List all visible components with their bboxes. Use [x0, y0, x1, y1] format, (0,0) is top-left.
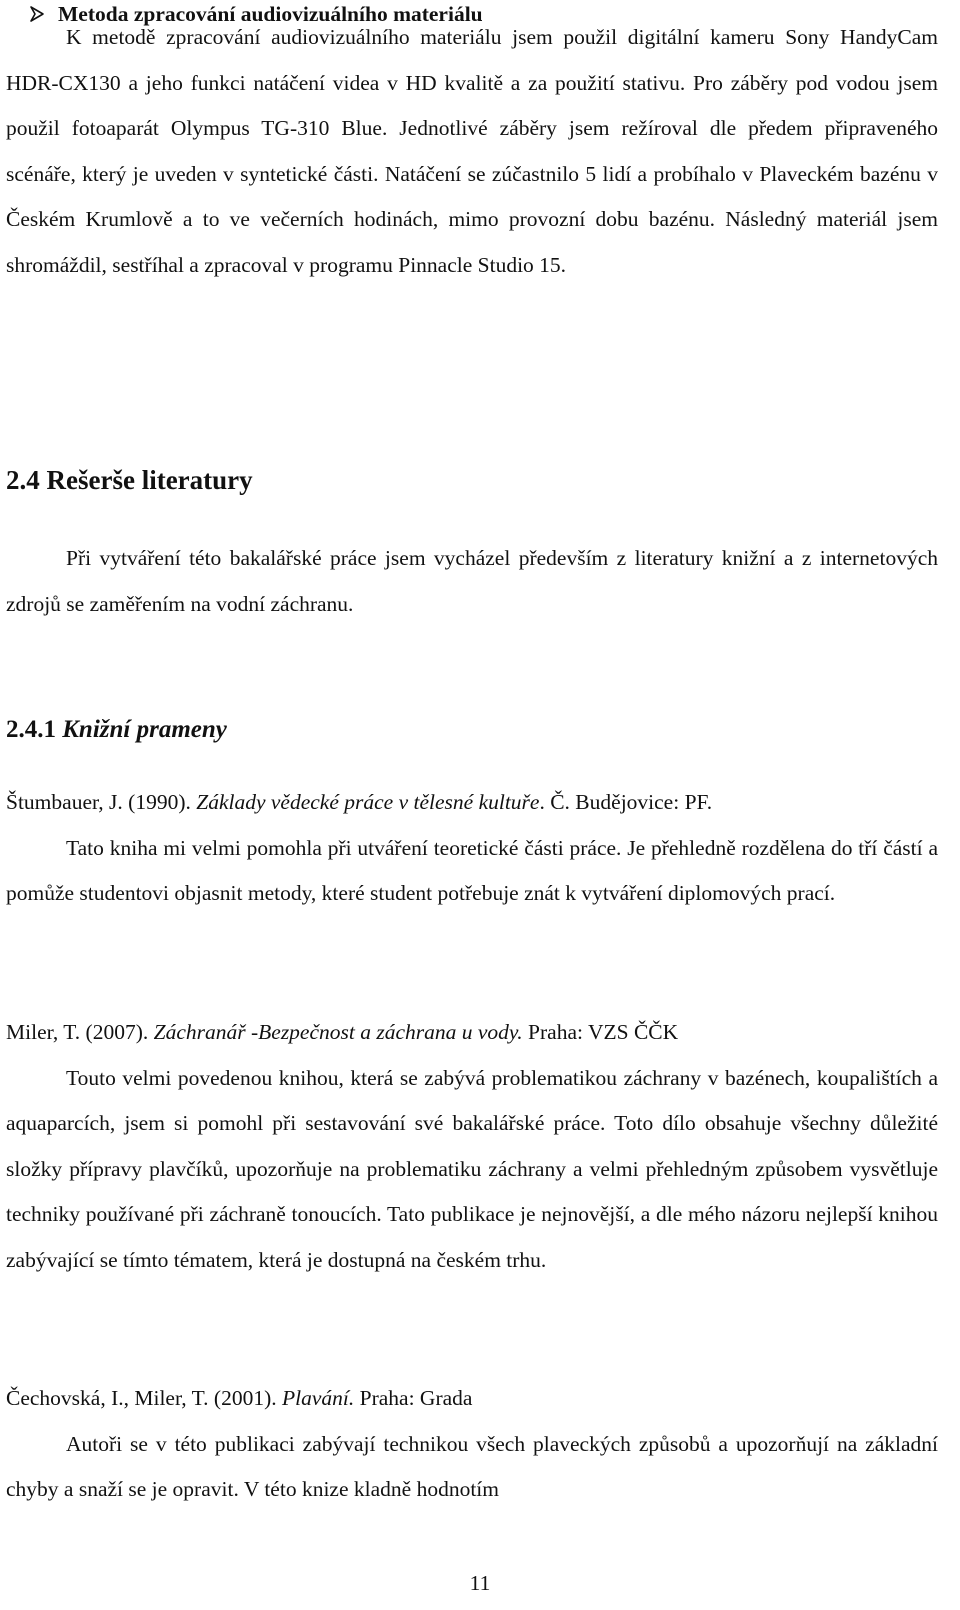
section-heading-2-4-1	[6, 710, 227, 750]
reference-annotation: Touto velmi povedenou knihou, která se zabývá problematikou záchrany v bazénech, koupalištích a aquaparcích, jsem si pomohl při sestavování své bakalářské práce. Toto dílo obsahuje všechny důležité složky přípravy plavčíků, upozorňuje na problematiku záchrany a velmi přehledným způsobem vysvětluje techniky používané při záchraně tonoucích. Tato publikace je nejnovější, a dle mého názoru nejlepší knihou zabývající se tímto tématem, která je dostupná na českém trhu.	[6, 1065, 938, 1272]
bullet-heading-text: Metoda zpracování audiovizuálního materiálu	[58, 2, 483, 26]
section-title: Knižní prameny	[62, 716, 227, 743]
literature-section	[6, 536, 938, 627]
reference-authors: Štumbauer, J. (1990).	[6, 790, 197, 814]
reference-authors: Čechovská, I., Miler, T. (2001).	[6, 1386, 282, 1410]
reference-publisher: Praha: VZS ČČK	[522, 1020, 679, 1044]
section-heading-2-4: 2.4 Rešerše literatury	[6, 465, 253, 495]
literature-paragraph: Při vytváření této bakalářské práce jsem vycházel především z literatury knižní a z internetových zdrojů se zaměřením na vodní záchranu.	[6, 546, 938, 616]
reference-citation	[6, 780, 938, 826]
reference-authors: Miler, T. (2007).	[6, 1020, 154, 1044]
section-number: 2.4.1	[6, 716, 56, 743]
reference-citation	[6, 1010, 938, 1056]
reference-publisher: Praha: Grada	[354, 1386, 473, 1410]
reference-title: Plavání.	[282, 1386, 355, 1410]
reference-3	[6, 1376, 938, 1513]
page-number: 11	[469, 1571, 491, 1595]
reference-annotation: Tato kniha mi velmi pomohla při utváření teoretické části práce. Je přehledně rozdělena do tří částí a pomůže studentovi objasnit metody, které student potřebuje znát k vytváření diplomových prací.	[6, 835, 938, 905]
method-section	[6, 15, 938, 288]
reference-annotation: Autoři se v této publikaci zabývají technikou všech plaveckých způsobů a upozorňují na základní chyby a snaží se je opravit. V této knize kladně hodnotím	[6, 1431, 938, 1501]
reference-citation	[6, 1376, 938, 1422]
reference-title: Základy vědecké práce v tělesné kultuře	[196, 790, 540, 814]
reference-title: Záchranář -Bezpečnost a záchrana u vody.	[153, 1020, 523, 1044]
reference-1	[6, 780, 938, 917]
reference-2	[6, 1010, 938, 1283]
method-paragraph: K metodě zpracování audiovizuálního materiálu jsem použil digitální kameru Sony HandyCam HDR-CX130 a jeho funkci natáčení videa v HD kvalitě a za použití stativu. Pro záběry pod vodou jsem použil fotoaparát Olympus TG-310 Blue. Jednotlivé záběry jsem režíroval dle předem připraveného scénáře, který je uveden v syntetické části. Natáčení se zúčastnilo 5 lidí a probíhalo v Plaveckém bazénu v Českém Krumlově a to ve večerních hodinách, mimo provozní dobu bazénu. Následný materiál jsem shromáždil, sestříhal a zpracoval v programu Pinnacle Studio 15.	[6, 25, 938, 277]
reference-publisher: . Č. Budějovice: PF.	[539, 790, 713, 814]
